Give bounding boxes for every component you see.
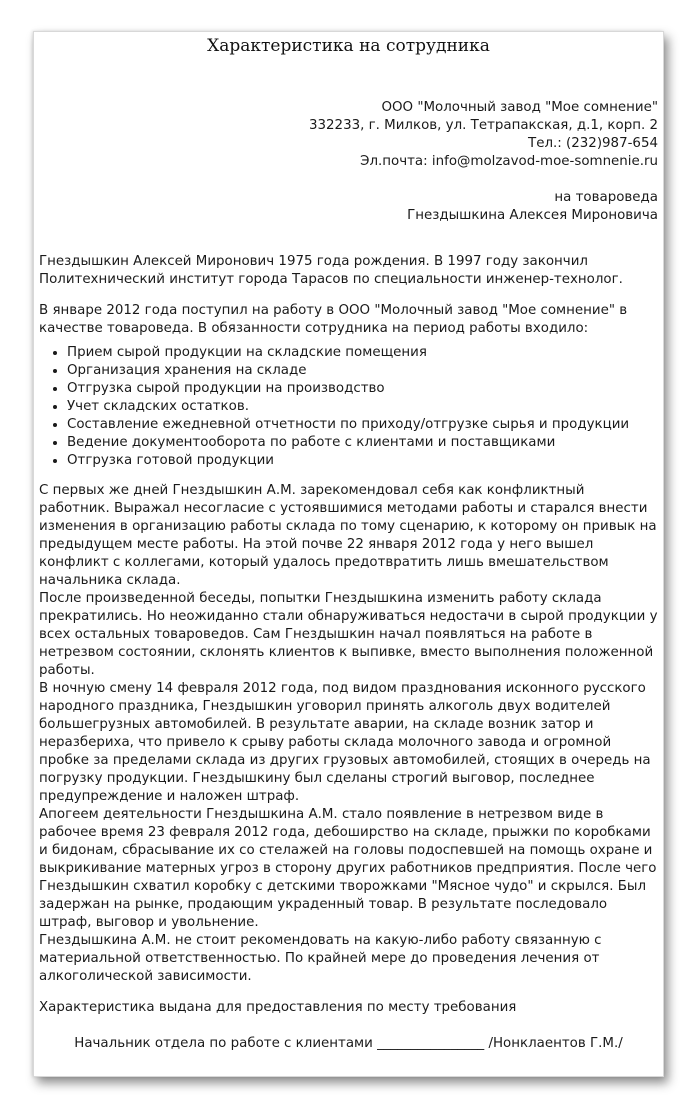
list-item: • Прием сырой продукции на складские помещения	[67, 344, 658, 362]
company-details	[39, 99, 658, 171]
list-item: • Отгрузка готовой продукции	[67, 452, 658, 470]
body-paragraph: С первых же дней Гнездышкин А.М. зарекомендовал себя как конфликтный работник. Выражал несогласие с устоявшимися методами работы и старался внести изменения в организацию работы склада по тому сценарию, к которому он привык на предыдущем месте работы. На этой почве 22 января 2012 года у него вышел конфликт с коллегами, который удалось предотвратить лишь вмешательством начальника склада.	[39, 483, 657, 588]
addressee-position: на товароведа	[554, 190, 658, 205]
list-item: • Организация хранения на складе	[67, 362, 658, 380]
purpose-statement: Характеристика выдана для предоставления по месту требования	[39, 1000, 517, 1015]
company-phone: Тел.: (232)987-654	[528, 136, 658, 151]
company-email: Эл.почта: info@molzavod-moe-somnenie.ru	[360, 154, 658, 169]
document-page	[33, 31, 664, 1077]
body-paragraph: В ночную смену 14 февраля 2012 года, под видом празднования исконного русского народного праздника, Гнездышкин уговорил принять алкоголь двух водителей большегрузных автомобилей. В результате аварии, на складе возник затор и неразбериха, что привело к срыву работы склада молочного завода и огромной пробке за пределами склада из других грузовых автомобилей, стоящих в очередь на погрузку продукции. Гнездышкину был сделаны строгий выговор, последнее предупреждение и наложен штраф.	[39, 681, 651, 804]
body-paragraph: Гнездышкина А.М. не стоит рекомендовать на какую-либо работу связанную с материальной ответственностью. По крайней мере до проведения лечения от алкоголической зависимости.	[39, 933, 602, 984]
evaluation-section	[39, 482, 658, 986]
body-paragraph: После произведенной беседы, попытки Гнездышкина изменить работу склада прекратились. Но неожиданно стали обнаруживаться недостачи в сырой продукции у всех остальных товароведов. Сам Гнездышкин начал появляться на работе в нетрезвом состоянии, склонять клиентов к выпивке, вместо выполнения положенной работы.	[39, 591, 658, 678]
signature-line: Начальник отдела по работе с клиентами ________________ /Нонклаентов Г.М./	[74, 1036, 623, 1051]
list-item: • Учет складских остатков.	[67, 398, 658, 416]
company-name: ООО "Молочный завод "Мое сомнение"	[381, 100, 658, 115]
list-item: • Составление ежедневной отчетности по приходу/отгрузке сырья и продукции	[67, 416, 658, 434]
document-title: Характеристика на сотрудника	[207, 36, 490, 56]
document-content	[39, 99, 658, 1053]
list-item: • Ведение документооборота по работе с клиентами и поставщиками	[67, 434, 658, 452]
company-address: 332233, г. Милков, ул. Тетрапакская, д.1, корп. 2	[309, 118, 658, 133]
employment-paragraph: В январе 2012 года поступил на работу в ООО "Молочный завод "Мое сомнение" в качестве товароведа. В обязанности сотрудника на период работы входило:	[39, 303, 628, 336]
addressee	[39, 189, 658, 225]
intro-paragraph: Гнездышкин Алексей Миронович 1975 года рождения. В 1997 году закончил Политехнический институт города Тарасов по специальности инженер-технолог.	[39, 254, 623, 287]
duties-list	[39, 344, 658, 470]
addressee-name: Гнездышкина Алексея Мироновича	[407, 208, 658, 223]
list-item: • Отгрузка сырой продукции на производство	[67, 380, 658, 398]
body-paragraph: Апогеем деятельности Гнездышкина А.М. стало появление в нетрезвом виде в рабочее время 23 февраля 2012 года, дебоширство на складе, прыжки по коробками и бидонам, сбрасывание их со стелажей на головы подоспевшей на помощь охране и выкрикивание матерных угроз в сторону других работников предприятия. После чего Гнездышкин схватил коробку с детскими творожками "Мясное чудо" и скрылся. Был задержан на рынке, продающим украденный товар. В результате последовало штраф, выговор и увольнение.	[39, 807, 657, 930]
